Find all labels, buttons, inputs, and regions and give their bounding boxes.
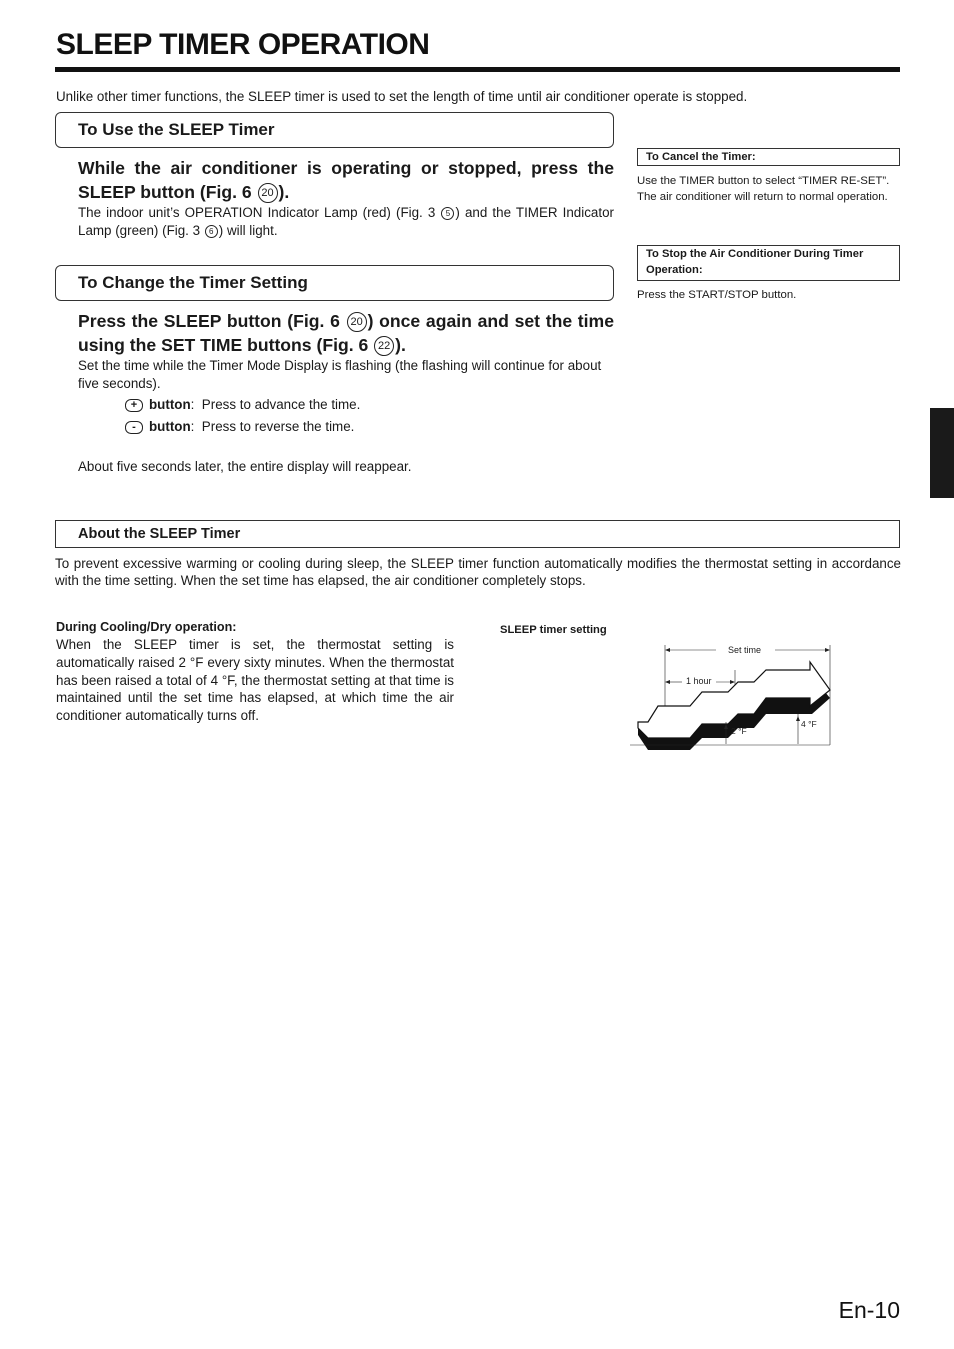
intro-paragraph: Unlike other timer functions, the SLEEP timer is used to set the length of time until air conditioner operate is stopped. [56, 89, 748, 104]
stop-during-timer-heading: To Stop the Air Conditioner During Timer Operation: [637, 245, 900, 281]
fig-number-circle: 22 [374, 336, 394, 356]
step-text: ). [278, 182, 290, 202]
minus-button-desc: : Press to reverse the time. [190, 419, 355, 434]
cancel-timer-body: Use the TIMER button to select “TIMER RE-SET”. The air conditioner will return to normal operation. [637, 175, 890, 203]
step-text: ) once again and set the time using the SET TIME buttons (Fig. 6 [78, 311, 614, 355]
body-text: ) will light. [218, 223, 278, 238]
title-rule [55, 67, 900, 72]
fig-number-circle: 6 [205, 225, 218, 238]
arrowhead [665, 648, 670, 652]
button-word: button [149, 397, 191, 412]
plus-button-row [125, 396, 360, 414]
about-sleep-timer-body: To prevent excessive warming or cooling during sleep, the SLEEP timer function automatically modifies the thermostat setting in accordance with the time setting. When the set time has elapsed, the air conditioner completely stops. [55, 556, 901, 588]
arrowhead [665, 680, 670, 684]
page-title: SLEEP TIMER OPERATION [56, 28, 430, 61]
arrowhead [796, 716, 800, 721]
cooling-dry-body: When the SLEEP timer is set, the thermostat setting is automatically raised 2 °F every sixty minutes. When the thermostat has been raised a total of 4 °F, the thermostat setting at that time is maintained until the set time has elapsed, at which time the air conditioner automatically turns off. [56, 637, 454, 724]
body-text: ) and the TIMER Indicator Lamp (green) (Fig. 3 [78, 205, 614, 238]
two-degree-label: 2 °F [731, 726, 747, 736]
change-timer-heading: To Change the Timer Setting [55, 265, 614, 301]
minus-button-icon: - [125, 421, 143, 434]
arrowhead [825, 648, 830, 652]
diagram-title: SLEEP timer setting [500, 624, 607, 636]
step-text: ). [395, 335, 406, 355]
use-timer-heading: To Use the SLEEP Timer [55, 112, 614, 148]
stop-during-timer-body: Press the START/STOP button. [637, 289, 797, 301]
arrowhead [730, 680, 735, 684]
display-reappear-note: About five seconds later, the entire display will reappear. [78, 459, 412, 474]
sleep-timer-diagram [630, 640, 840, 755]
fig-number-circle: 20 [347, 312, 367, 332]
change-timer-step-body: Set the time while the Timer Mode Display is flashing (the flashing will continue for about five seconds). [78, 358, 602, 391]
four-degree-label: 4 °F [801, 719, 817, 729]
minus-button-row [125, 418, 354, 436]
fig-number-circle: 20 [258, 183, 278, 203]
about-sleep-timer-heading: About the SLEEP Timer [55, 520, 900, 548]
body-text: The indoor unit’s OPERATION Indicator Lamp (red) (Fig. 3 [78, 205, 441, 220]
cancel-timer-heading: To Cancel the Timer: [637, 148, 900, 166]
use-timer-step-heading [78, 156, 614, 204]
one-hour-label: 1 hour [686, 676, 712, 686]
page-number: En-10 [838, 1297, 900, 1323]
cooling-dry-heading: During Cooling/Dry operation: [56, 620, 237, 634]
section-tab-marker [930, 408, 954, 498]
plus-button-desc: : Press to advance the time. [190, 397, 361, 412]
button-word: button [149, 419, 191, 434]
step-text: Press the SLEEP button (Fig. 6 [78, 311, 346, 331]
change-timer-step-heading [78, 309, 614, 357]
set-time-label: Set time [728, 645, 762, 655]
use-timer-step-body [78, 204, 614, 240]
step-text: While the air conditioner is operating or stopped, press the SLEEP button (Fig. 6 [78, 158, 614, 202]
fig-number-circle: 5 [441, 207, 454, 220]
plus-button-icon: + [125, 399, 143, 412]
